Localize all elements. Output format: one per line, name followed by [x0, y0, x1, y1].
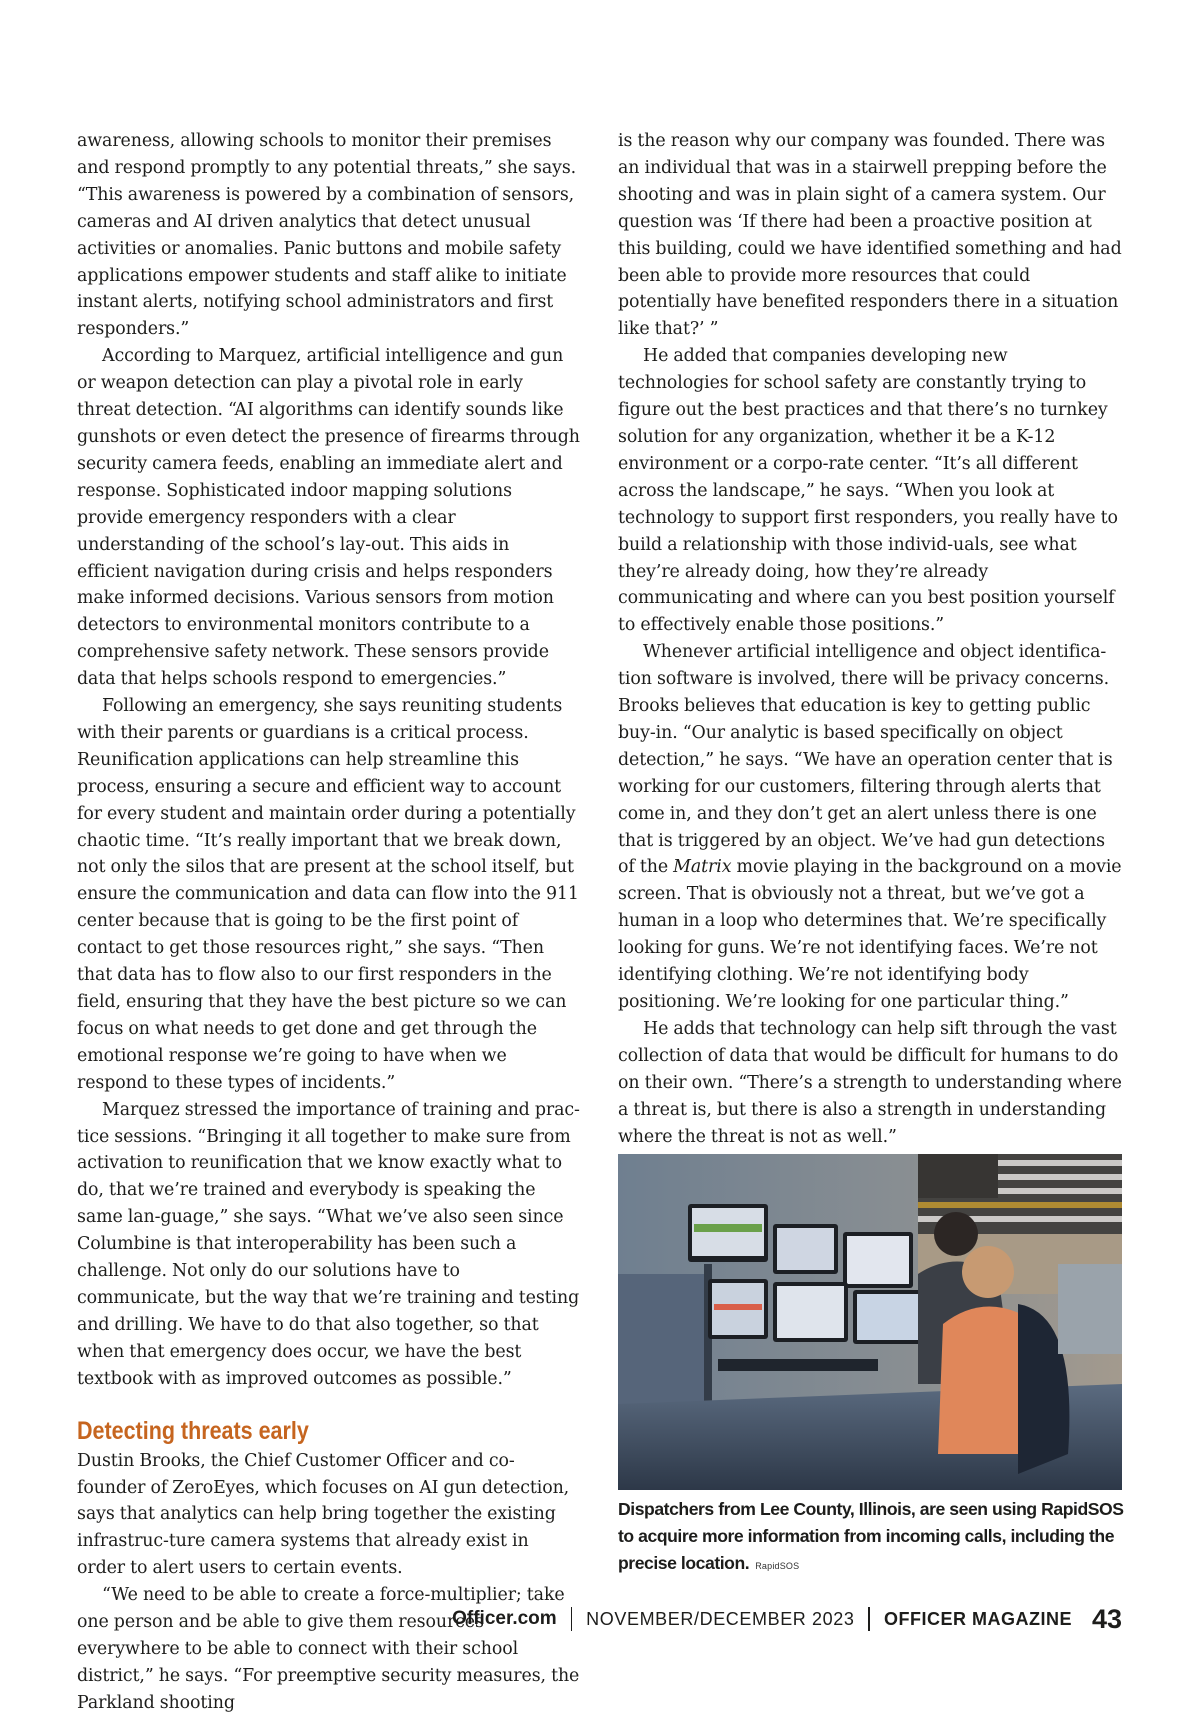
footer-site-link[interactable]: Officer.com [452, 1608, 557, 1629]
paragraph: Following an emergency, she says reuniting students with their parents or guardians is a critical process. Reunification applications can help streamline this process, ensuring a secure and efficient way to account for every student and maintain order during a potentially chaotic time. “It’s really important that we break down, not only the silos that are present at the school itself, but ensure the communication and data can flow into the 911 center because that is going to be the first point of contact to get those resources right,” she says. “Then that data has to flow also to our first responders in the field, ensuring that they have the best picture so we can focus on what needs to get done and get through the emotional response we’re going to have when we respond to these types of incidents.” [77, 696, 579, 1093]
dispatch-center-photo [618, 1154, 1122, 1490]
page-footer [452, 1603, 1122, 1635]
paragraph-text: Whenever artificial intelligence and object identifica-tion software is involved, there will be privacy concerns. Brooks believes that education is key to getting public buy-in. “Our analytic is based specifically on object detection,” he says. “We have an operation center that is working for our customers, filtering through alerts that come in, and they don’t get an alert unless there is one that is triggered by an object. We’ve had gun detections of the [618, 642, 1113, 878]
footer-divider [571, 1607, 573, 1631]
footer-divider [868, 1607, 870, 1631]
paragraph [618, 639, 1123, 1016]
section-heading: Detecting threats early [77, 1416, 309, 1445]
paragraph: is the reason why our company was founded. There was an individual that was in a stairwell prepping before the shooting and was in plain sight of a camera system. Our question was ‘If there had been a proactive position at this building, could we have identified something and had been able to provide more resources that could potentially have benefited responders there in a situation like that?’ ” [618, 131, 1122, 340]
paragraph: He added that companies developing new technologies for school safety are constantly trying to figure out the best practices and that there’s no turnkey solution for any organization, whether it be a K-12 environment or a corpo-rate center. “It’s all different across the landscape,” he says. “When you look at technology to support first responders, you really have to build a relationship with those individ-uals, see what they’re already doing, how they’re already communicating and where can you best position yourself to effectively enable those positions.” [618, 346, 1118, 636]
paragraph: Dustin Brooks, the Chief Customer Officer and co-founder of ZeroEyes, which focuses on AI gun detection, says that analytics can help bring together the existing infrastruc-ture camera systems that already exist in order to alert users to certain events. [77, 1450, 570, 1579]
paragraph: Marquez stressed the importance of training and prac-tice sessions. “Bringing it all together to make sure from activation to reunification that we know exactly what to do, that we’re trained and everybody is speaking the same lan-guage,” she says. “What we’ve also seen since Columbine is that interoperability has been such a challenge. Not only do our solutions have to communicate, but the way that we’re training and testing and drilling. We have to do that also together, so that when that emergency does occur, we have the best textbook with as improved outcomes as possible.” [77, 1099, 580, 1389]
footer-issue-date: NOVEMBER/DECEMBER 2023 [586, 1608, 855, 1629]
paragraph: awareness, allowing schools to monitor their premises and respond promptly to any potential threats,” she says. “This awareness is powered by a combination of sensors, cameras and AI driven analytics that detect unusual activities or anomalies. Panic buttons and mobile safety applications empower students and staff alike to initiate instant alerts, notifying school administrators and first responders.” [77, 131, 577, 340]
photo-credit: RapidSOS [755, 1560, 800, 1571]
photo-caption [618, 1496, 1128, 1579]
caption-text: Dispatchers from Lee County, Illinois, are seen using RapidSOS to acquire more information from incoming calls, including the precise location. [618, 1499, 1124, 1573]
footer-magazine-name: OFFICER MAGAZINE [883, 1608, 1072, 1629]
movie-title: Matrix [673, 857, 732, 878]
paragraph: According to Marquez, artificial intelligence and gun or weapon detection can play a pivotal role in early threat detection. “AI algorithms can identify sounds like gunshots or even detect the presence of firearms through security camera feeds, enabling an immediate alert and response. Sophisticated indoor mapping solutions provide emergency responders with a clear understanding of the school’s lay-out. This aids in efficient navigation during crisis and helps responders make informed decisions. Various sensors from motion detectors to environmental monitors contribute to a comprehensive safety network. These sensors provide data that helps schools respond to emergencies.” [77, 346, 580, 690]
paragraph: “We need to be able to create a force-multiplier; take one person and be able to give them resources everywhere to be able to connect with their school district,” he says. “For preemptive security measures, the Parkland shooting [77, 1585, 580, 1713]
paragraph: He adds that technology can help sift through the vast collection of data that would be difficult for humans to do on their own. “There’s a strength to understanding where a threat is, but there is also a strength in understanding where the threat is not as well.” [618, 1018, 1122, 1147]
page-number: 43 [1091, 1603, 1122, 1634]
paragraph-text: movie playing in the background on a movie screen. That is obviously not a threat, but we’ve got a human in a loop who determines that. We’re specifically looking for guns. We’re not identifying faces. We’re not identifying clothing. We’re not identifying body positioning. We’re looking for one particular thing.” [618, 857, 1122, 1012]
right-column [618, 128, 1123, 1150]
left-column [77, 128, 580, 1717]
